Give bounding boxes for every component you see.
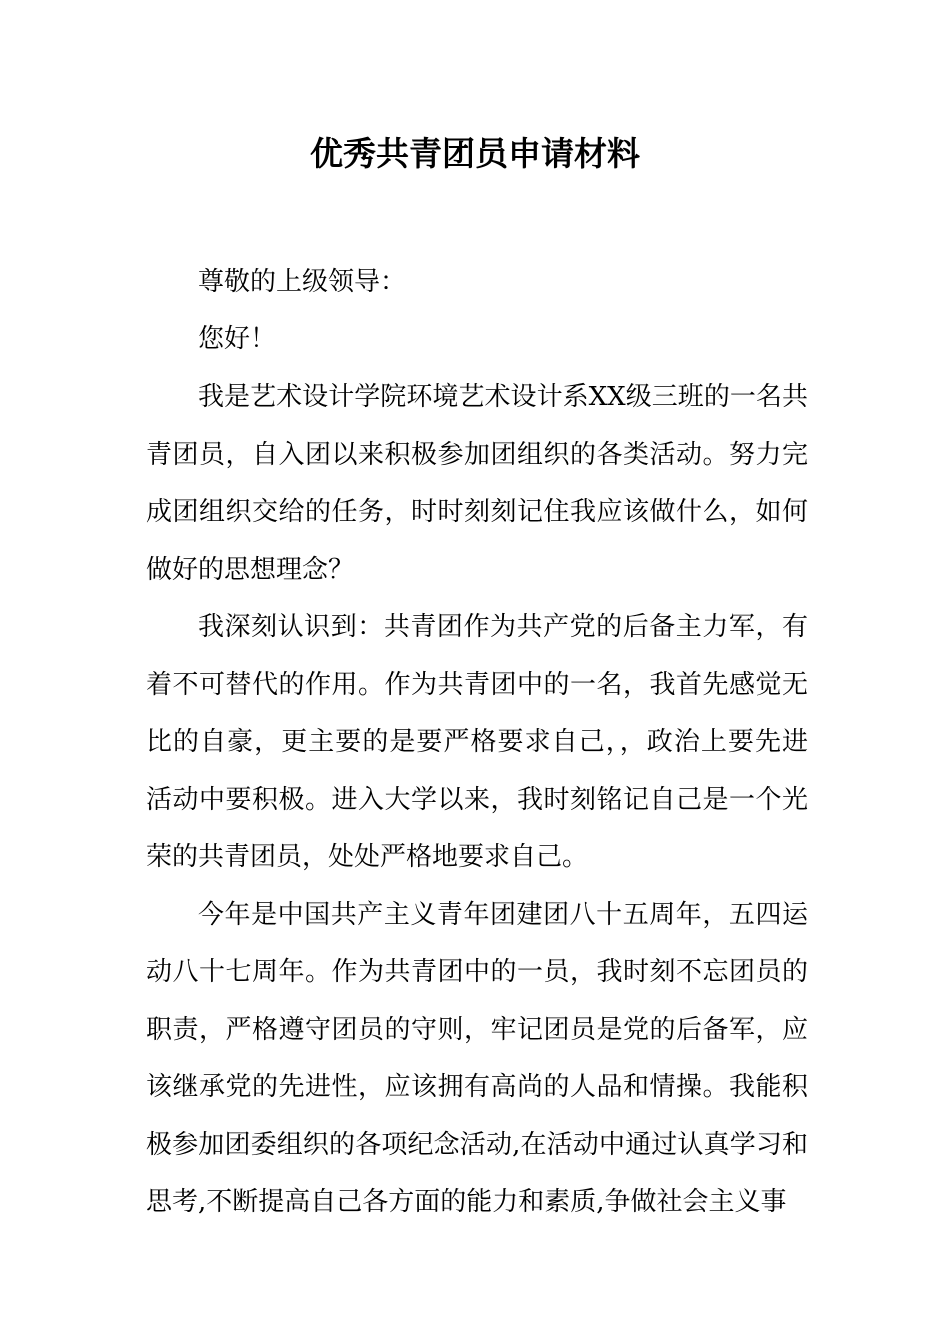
greeting: 您好！ <box>198 324 277 354</box>
document-body <box>146 369 808 1232</box>
document-title: 优秀共青团员申请材料 <box>310 134 640 173</box>
salutation: 尊敬的上级领导： <box>198 267 407 297</box>
paragraph: 今年是中国共产主义青年团建团八十五周年，五四运动八十七周年。作为共青团中的一员，我时刻不忘团员的职责，严格遵守团员的守则，牢记团员是党的后备军，应该继承党的先进性，应该拥有高尚的人品和情操。我能积极参加团委组织的各项纪念活动,在活动中通过认真学习和思考,不断提高自己各方面的能力和素质,争做社会主义事 <box>146 899 808 1217</box>
paragraph: 我是艺术设计学院环境艺术设计系XX级三班的一名共青团员，自入团以来积极参加团组织的各类活动。努力完成团组织交给的任务，时时刻刻记住我应该做什么，如何做好的思想理念？ <box>146 382 808 585</box>
paragraph: 我深刻认识到：共青团作为共产党的后备主力军，有着不可替代的作用。作为共青团中的一名，我首先感觉无比的自豪，更主要的是要严格要求自己，，政治上要先进活动中要积极。进入大学以来，我时刻铭记自己是一个光荣的共青团员，处处严格地要求自己。 <box>146 612 808 872</box>
